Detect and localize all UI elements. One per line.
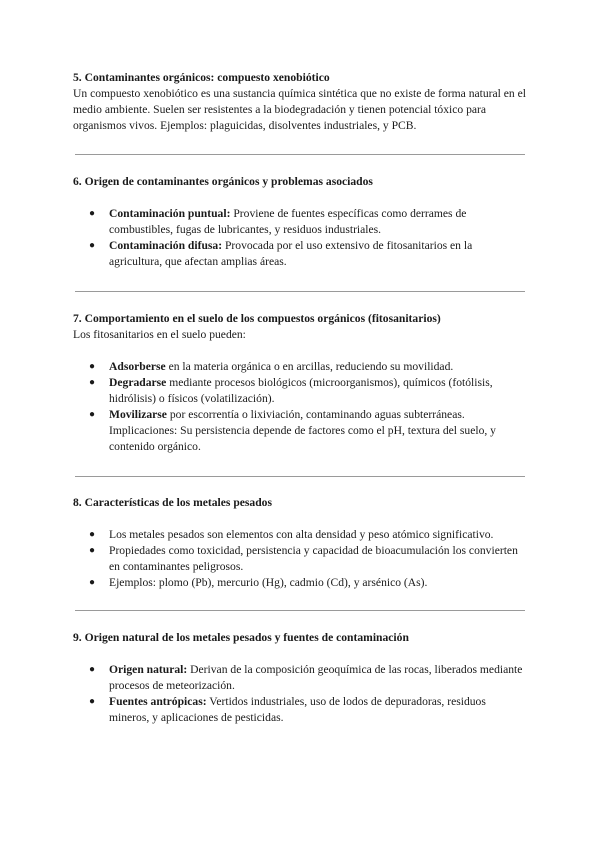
- list-item-text: en la materia orgánica o en arcillas, reduciendo su movilidad.: [165, 360, 454, 373]
- bullet-icon: ●: [89, 529, 96, 540]
- list-item: [73, 694, 528, 726]
- list-item: [73, 662, 528, 694]
- list-item-text: Propiedades como toxicidad, persistencia y capacidad de bioacumulación los convierten en contaminantes peligrosos.: [109, 544, 518, 573]
- bullet-icon: ●: [89, 377, 96, 388]
- list-item-term: Origen natural:: [109, 663, 188, 676]
- list-item-term: Fuentes antrópicas:: [109, 695, 207, 708]
- section-heading: 5. Contaminantes orgánicos: compuesto xenobiótico: [73, 71, 330, 84]
- bullet-icon: ●: [89, 696, 96, 707]
- list-item-text: mediante procesos biológicos (microorganismos), químicos (fotólisis, hidrólisis) o físicos (volatilización).: [109, 376, 493, 405]
- bullet-list: [73, 527, 528, 591]
- bullet-icon: ●: [89, 577, 96, 588]
- bullet-icon: ●: [89, 545, 96, 556]
- section-5: [73, 70, 528, 134]
- list-item-term: Adsorberse: [109, 360, 166, 373]
- section-9: [73, 630, 528, 726]
- section-heading: 9. Origen natural de los metales pesados y fuentes de contaminación: [73, 631, 409, 644]
- section-heading: 7. Comportamiento en el suelo de los compuestos orgánicos (fitosanitarios): [73, 312, 441, 325]
- list-item: [73, 238, 528, 270]
- list-item: [73, 575, 528, 591]
- list-item: [73, 359, 528, 375]
- list-item-term: Degradarse: [109, 376, 167, 389]
- list-item-term: Contaminación difusa:: [109, 239, 223, 252]
- list-item: [73, 407, 528, 455]
- list-item: [73, 543, 528, 575]
- bullet-list: [73, 206, 528, 270]
- bullet-list: [73, 359, 528, 455]
- list-item-text: Ejemplos: plomo (Pb), mercurio (Hg), cadmio (Cd), y arsénico (As).: [109, 576, 428, 589]
- document-page: [73, 70, 528, 726]
- bullet-icon: ●: [89, 361, 96, 372]
- list-item-text: Proviene de fuentes específicas como derrames de combustibles, fugas de lubricantes, y residuos industriales.: [109, 207, 467, 236]
- section-heading: 8. Características de los metales pesados: [73, 496, 272, 509]
- list-item: [73, 527, 528, 543]
- bullet-icon: ●: [89, 240, 96, 251]
- list-item-text: por escorrentía o lixiviación, contaminando aguas subterráneas. Implicaciones: Su persistencia depende de factores como el pH, textura del suelo, y contenido orgánico.: [109, 408, 496, 453]
- section-heading: 6. Origen de contaminantes orgánicos y problemas asociados: [73, 175, 373, 188]
- list-item-text: Vertidos industriales, uso de lodos de depuradoras, residuos mineros, y aplicaciones de pesticidas.: [109, 695, 486, 724]
- section-paragraph: Un compuesto xenobiótico es una sustancia química sintética que no existe de forma natural en el medio ambiente. Suelen ser resistentes a la biodegradación y tienen potencial tóxico para organismos vivos. Ejemplos: plaguicidas, disolventes industriales, y PCB.: [73, 87, 526, 132]
- list-item: [73, 375, 528, 407]
- list-item-text: Los metales pesados son elementos con alta densidad y peso atómico significativo.: [109, 528, 494, 541]
- section-8: [73, 495, 528, 591]
- list-item-term: Movilizarse: [109, 408, 167, 421]
- section-7: [73, 311, 528, 455]
- list-item-text: Derivan de la composición geoquímica de las rocas, liberados mediante procesos de meteorización.: [109, 663, 523, 692]
- bullet-list: [73, 662, 528, 726]
- section-paragraph: Los fitosanitarios en el suelo pueden:: [73, 328, 246, 341]
- list-item-text: Provocada por el uso extensivo de fitosanitarios en la agricultura, que afectan amplias áreas.: [109, 239, 473, 268]
- bullet-icon: ●: [89, 409, 96, 420]
- list-item-term: Contaminación puntual:: [109, 207, 231, 220]
- section-6: [73, 174, 528, 270]
- bullet-icon: ●: [89, 664, 96, 675]
- list-item: [73, 206, 528, 238]
- bullet-icon: ●: [89, 208, 96, 219]
